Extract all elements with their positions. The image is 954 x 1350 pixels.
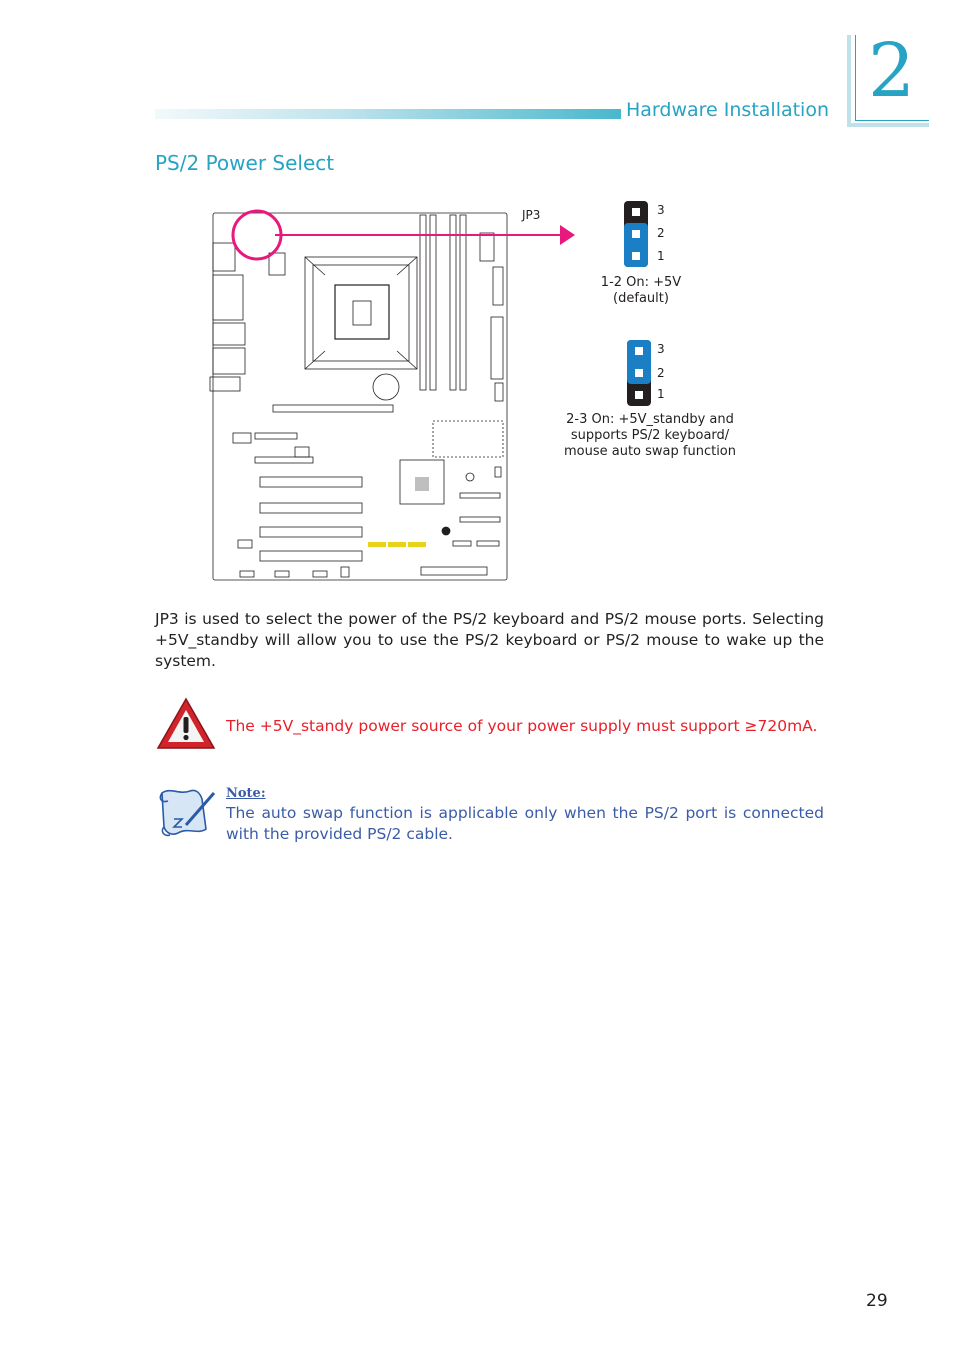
page-number: 29 <box>866 1291 888 1311</box>
pin-number: 1 <box>657 387 665 401</box>
pin-number: 1 <box>657 249 665 263</box>
pin-number: 3 <box>657 342 665 356</box>
caption-line: supports PS/2 keyboard/ <box>570 428 730 443</box>
pin-number: 2 <box>657 226 665 240</box>
chapter-header-bar <box>155 109 621 119</box>
motherboard-diagram <box>205 205 515 585</box>
pin-number: 3 <box>657 203 665 217</box>
jumper-config-b-caption <box>540 412 760 460</box>
jumper-config-a-icon <box>622 200 650 268</box>
note-text: The auto swap function is applicable only when the PS/2 port is connected with the provided PS/2 cable. <box>226 804 824 843</box>
jumper-config-a-caption <box>571 275 711 307</box>
jumper-label: JP3 <box>522 208 541 222</box>
caption-line: 1-2 On: +5V <box>600 275 682 290</box>
note-label: Note: <box>226 786 266 801</box>
caption-line: (default) <box>613 291 669 306</box>
warning-triangle-icon <box>156 697 216 751</box>
note-scroll-icon <box>156 785 218 839</box>
chapter-number: 2 <box>868 28 916 114</box>
body-paragraph: JP3 is used to select the power of the PS/2 keyboard and PS/2 mouse ports. Selecting +5V_standby will allow you to use the PS/2 keyboard or PS/2 mouse to wake up the system. <box>155 610 824 670</box>
section-title: PS/2 Power Select <box>155 151 335 175</box>
chapter-title: Hardware Installation <box>626 99 830 121</box>
pin-number: 2 <box>657 366 665 380</box>
warning-text: The +5V_standy power source of your power supply must support ≥720mA. <box>226 717 818 735</box>
jp3-highlight-circle <box>233 211 281 259</box>
caption-line: mouse auto swap function <box>563 444 736 459</box>
pointer-arrow <box>275 220 580 250</box>
caption-line: 2-3 On: +5V_standby and <box>566 412 734 427</box>
jumper-config-b-icon <box>625 339 653 407</box>
